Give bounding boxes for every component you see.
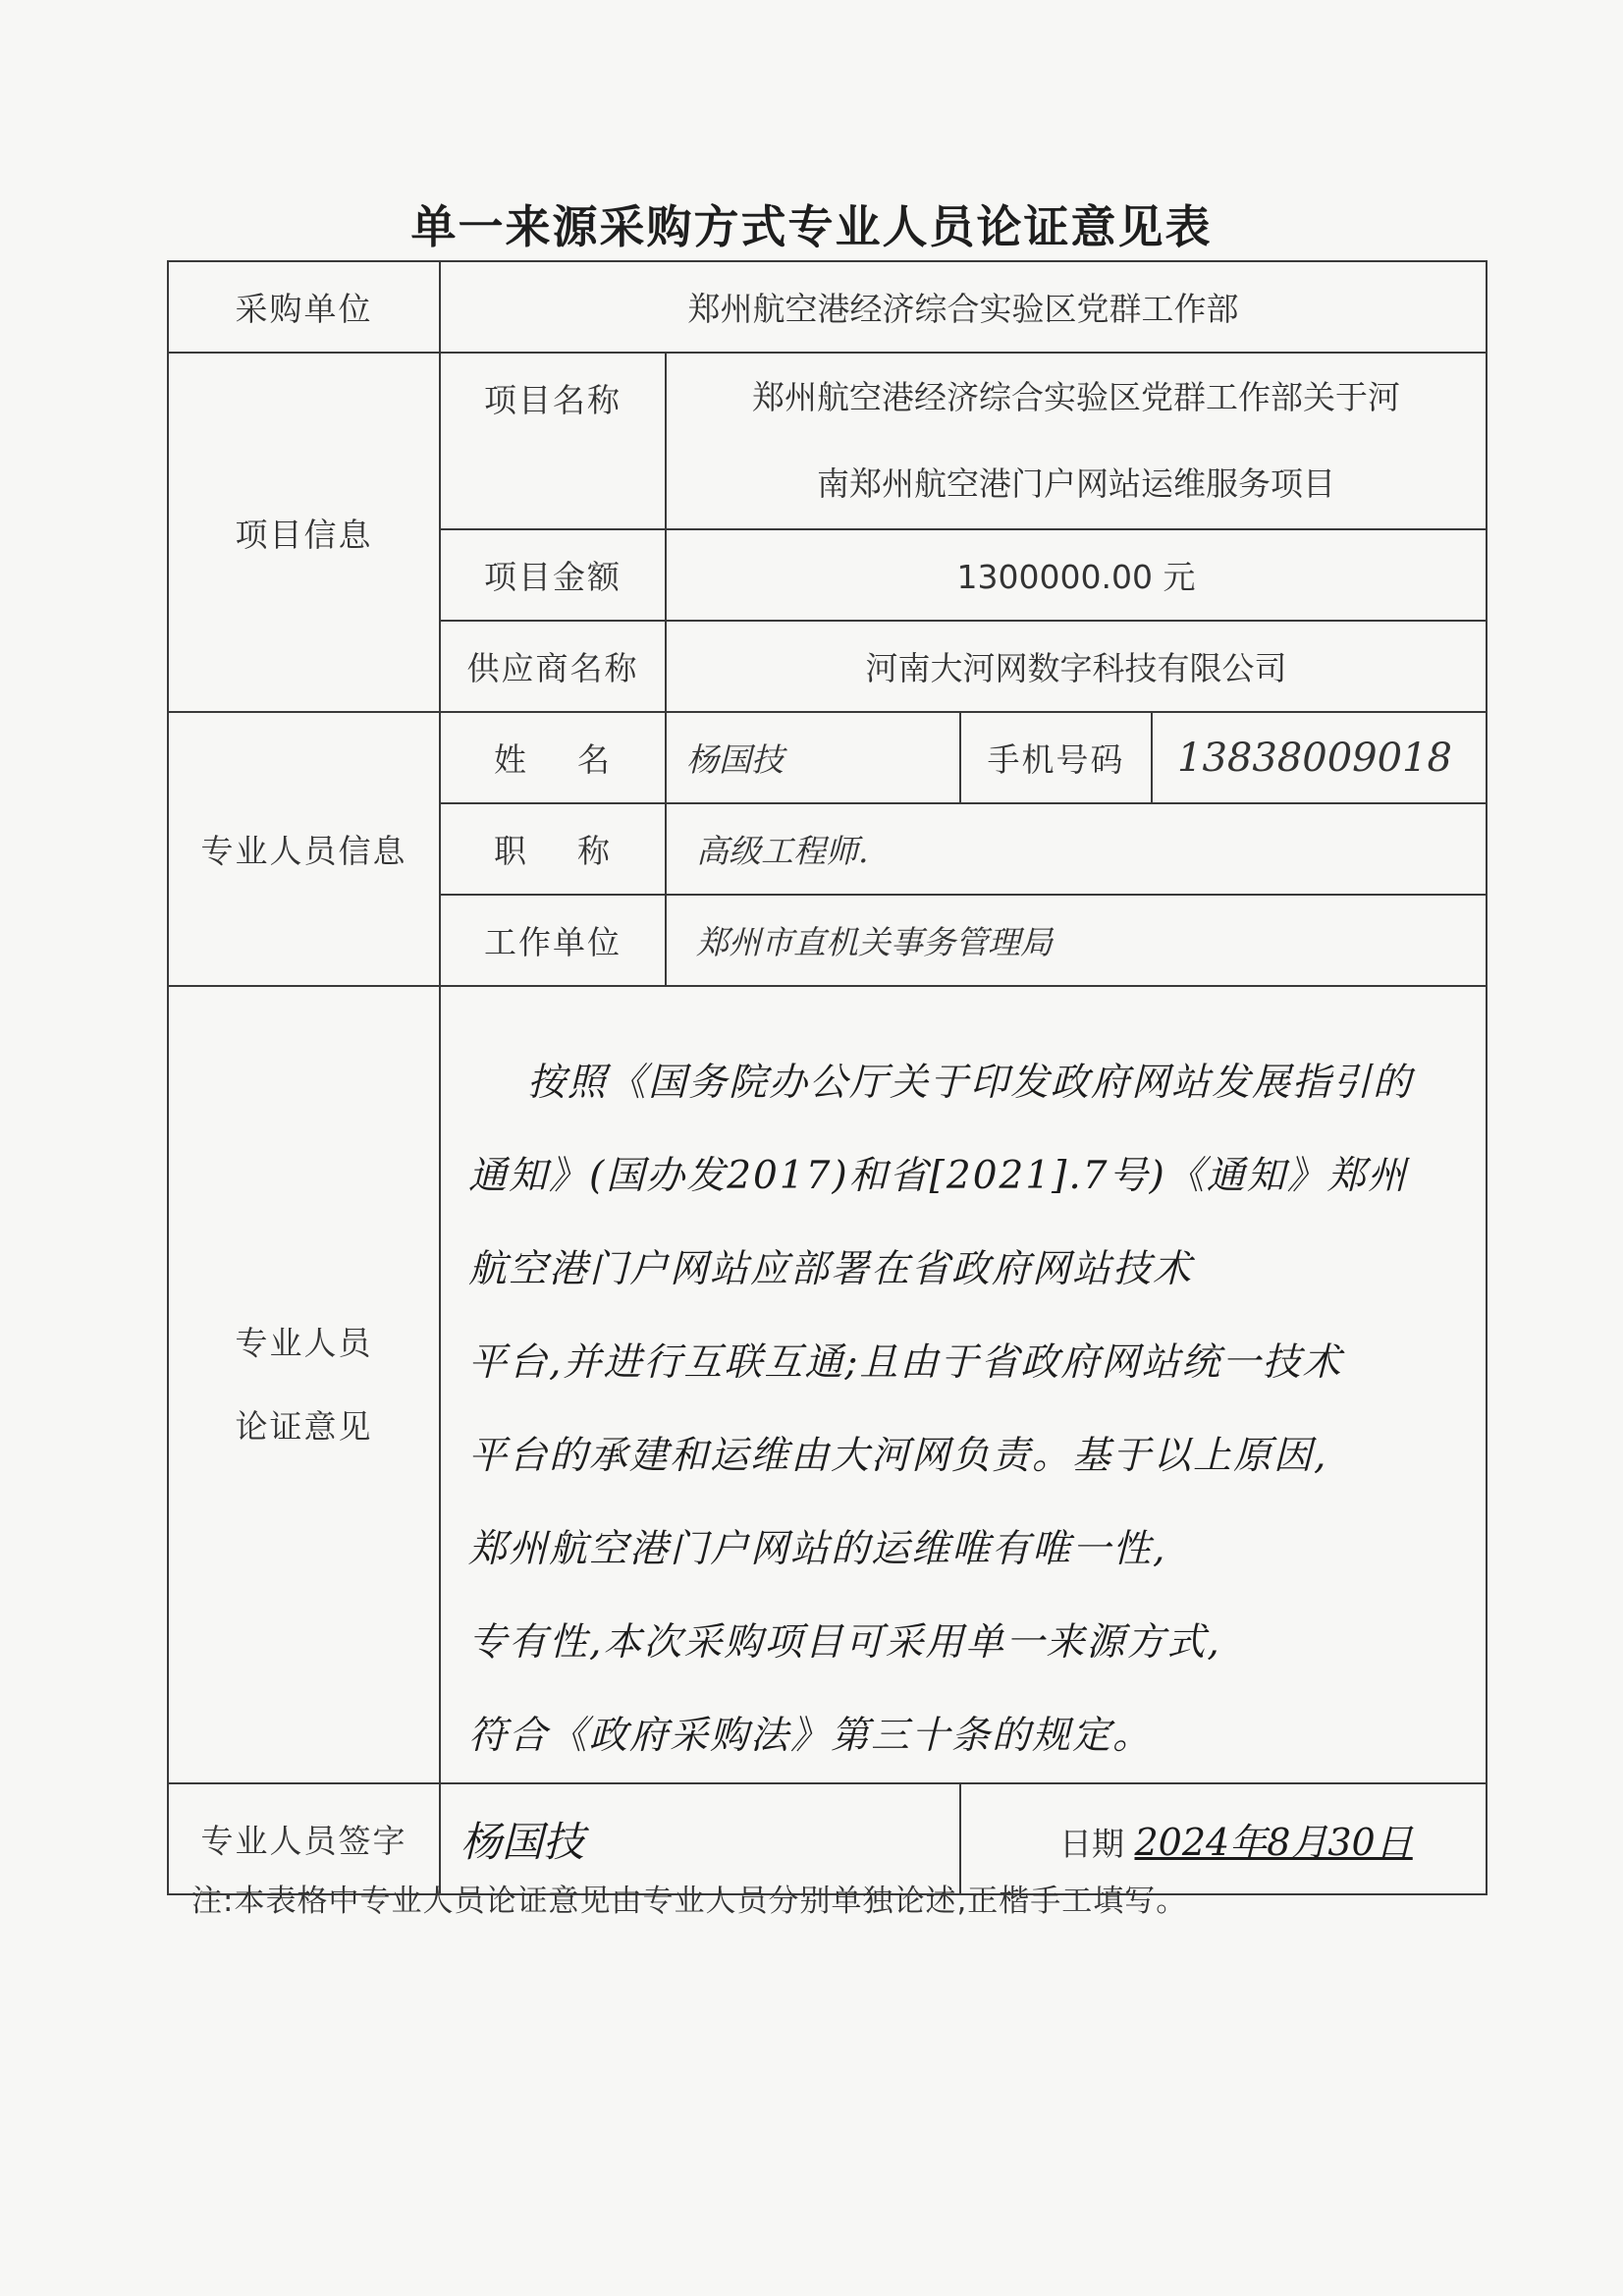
expert-name-row	[168, 712, 1487, 803]
opinion-row	[168, 986, 1487, 1783]
project-info-label: 项目信息	[168, 353, 440, 712]
phone-value: 13838009018	[1152, 712, 1487, 803]
project-name-label: 项目名称	[440, 353, 666, 529]
expert-title-value: 高级工程师.	[666, 803, 1487, 895]
opinion-text	[440, 986, 1487, 1783]
purchaser-row	[168, 261, 1487, 353]
expert-name-label: 姓 名	[440, 712, 666, 803]
opinion-label	[168, 986, 440, 1783]
signature-handwriting: 杨国技	[460, 1817, 585, 1866]
signature-label: 专业人员签字	[168, 1783, 440, 1894]
purchaser-value: 郑州航空港经济综合实验区党群工作部	[440, 261, 1487, 353]
project-amount-value: 1300000.00 元	[666, 529, 1487, 621]
opinion-line: 专有性,本次采购项目可采用单一来源方式,	[468, 1620, 1221, 1665]
supplier-label: 供应商名称	[440, 621, 666, 712]
opinion-line: 平台的承建和运维由大河网负责。基于以上原因,	[468, 1434, 1328, 1478]
purchaser-label: 采购单位	[168, 261, 440, 353]
project-name-line1: 郑州航空港经济综合实验区党群工作部关于河	[752, 378, 1400, 416]
expert-title-label: 职 称	[440, 803, 666, 895]
employer-label: 工作单位	[440, 895, 666, 986]
employer-value: 郑州市直机关事务管理局	[666, 895, 1487, 986]
supplier-value: 河南大河网数字科技有限公司	[666, 621, 1487, 712]
opinion-line: 通知》(国办发2017)和省[2021].7号)《通知》郑州	[468, 1154, 1408, 1198]
date-label: 日期	[1059, 1825, 1124, 1863]
project-name-row	[168, 353, 1487, 529]
project-name-line2: 南郑州航空港门户网站运维服务项目	[817, 465, 1335, 503]
opinion-line: 平台,并进行互联互通;且由于省政府网站统一技术	[468, 1340, 1343, 1385]
form-title: 单一来源采购方式专业人员论证意见表	[410, 200, 1213, 253]
project-name-value	[666, 353, 1487, 529]
project-amount-label: 项目金额	[440, 529, 666, 621]
opinion-label-line2: 论证意见	[235, 1407, 373, 1446]
opinion-line: 郑州航空港门户网站的运维唯有唯一性,	[468, 1527, 1167, 1571]
date-value: 2024年8月30日	[1134, 1821, 1413, 1864]
phone-label: 手机号码	[960, 712, 1152, 803]
expert-name-value: 杨国技	[666, 712, 960, 803]
opinion-line: 按照《国务院办公厅关于印发政府网站发展指引的	[527, 1061, 1414, 1105]
expert-info-label: 专业人员信息	[168, 712, 440, 986]
opinion-line: 航空港门户网站应部署在省政府网站技术	[468, 1247, 1194, 1291]
opinion-form-table	[167, 260, 1488, 1895]
footnote: 注:本表格中专业人员论证意见由专业人员分别单独论述,正楷手工填写。	[191, 1884, 1188, 1919]
opinion-line: 符合《政府采购法》第三十条的规定。	[468, 1714, 1154, 1758]
opinion-label-line1: 专业人员	[235, 1324, 373, 1362]
